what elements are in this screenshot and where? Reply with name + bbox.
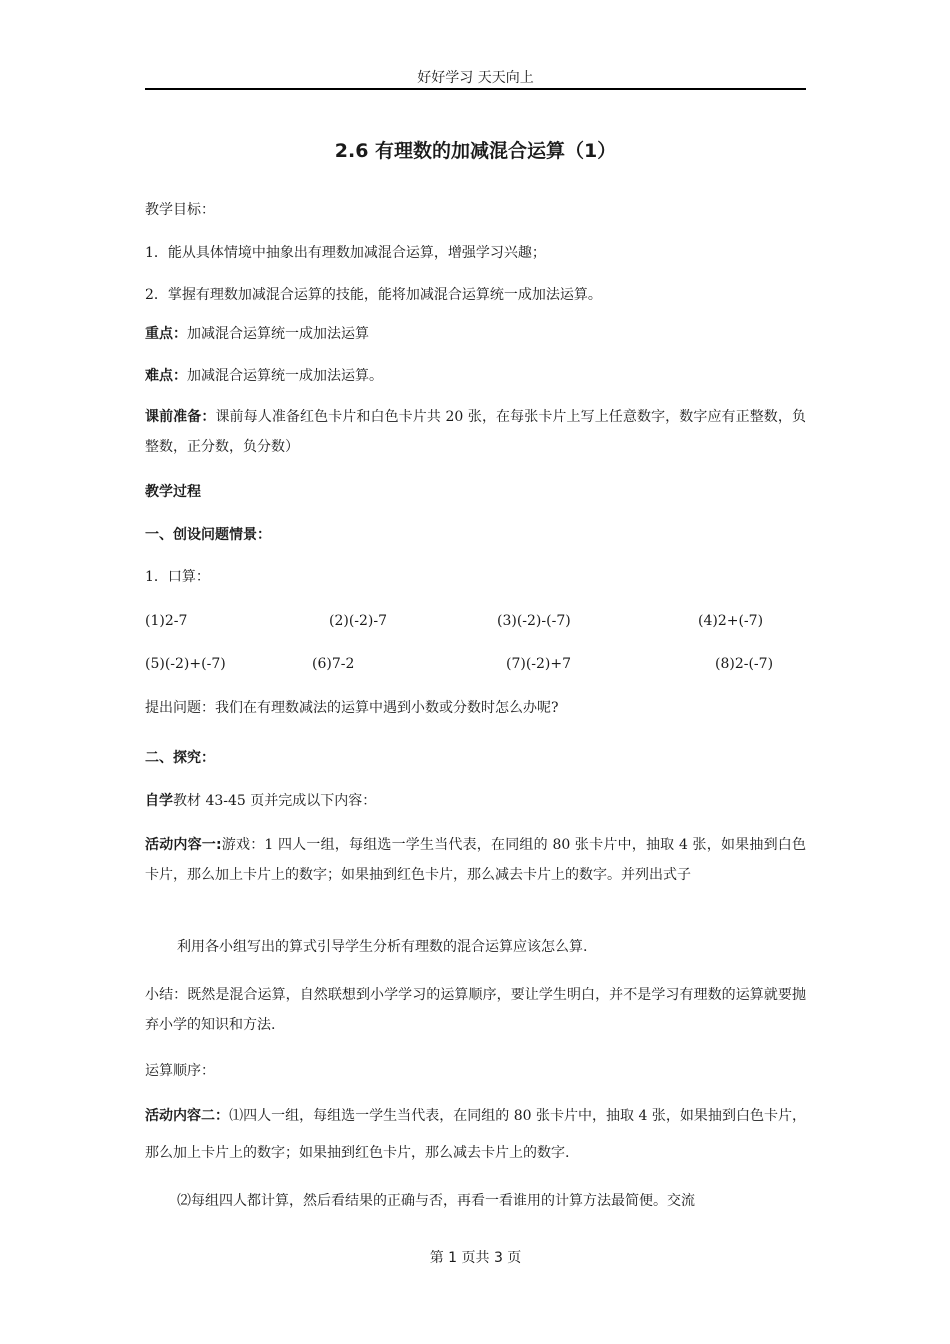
key-point (145, 324, 806, 344)
preparation-label: 课前准备： (145, 409, 216, 425)
self-study (145, 791, 806, 811)
difficulty (145, 366, 806, 386)
question: 提出问题：我们在有理数减法的运算中遇到小数或分数时怎么办呢? (145, 700, 559, 716)
activity1-text: 游戏：1 四人一组，每组选一学生当代表，在同组的 80 张卡片中，抽取 4 张，如果抽到白色卡片，那么加上卡片上的数字；如果抽到红色卡片，那么减去卡片上的数字。并列出式子 (145, 837, 806, 883)
section1-heading: 一、创设问题情景： (145, 527, 271, 543)
key-point-label: 重点： (145, 326, 187, 342)
section2-heading: 二、探究： (145, 750, 215, 766)
summary-text: 小结：既然是混合运算，自然联想到小学学习的运算顺序，要让学生明白，并不是学习有理数的运算就要抛弃小学的知识和方法. (145, 987, 806, 1033)
process-heading: 教学过程 (145, 484, 201, 500)
difficulty-text: 加减混合运算统一成加法运算。 (187, 368, 383, 384)
activity2-continuation: ⑵每组四人都计算，然后看结果的正确与否，再看一看谁用的计算方法最简便。交流 (177, 1193, 695, 1209)
exercise-7: (7)(-2)+7 (506, 656, 572, 672)
exercise-8: (8)2-(-7) (715, 656, 774, 672)
oral-label: 1．口算： (145, 569, 210, 585)
exercise-3: (3)(-2)-(-7) (497, 613, 571, 629)
document-title: 2.6 有理数的加减混合运算（1） (334, 140, 617, 162)
exercise-2: (2)(-2)-7 (329, 613, 388, 629)
key-point-text: 加减混合运算统一成加法运算 (187, 326, 369, 342)
self-study-label: 自学 (145, 793, 173, 809)
activity1-label: 活动内容一: (145, 837, 222, 853)
objective-item-2: 2．掌握有理数加减混合运算的技能，能将加减混合运算统一成加法运算。 (145, 287, 602, 303)
activity2-text: ⑴四人一组，每组选一学生当代表，在同组的 80 张卡片中，抽取 4 张，如果抽到白色卡片，那么加上卡片上的数字；如果抽到红色卡片，那么减去卡片上的数字. (145, 1108, 806, 1161)
difficulty-label: 难点： (145, 368, 187, 384)
analysis-text: 利用各小组写出的算式引导学生分析有理数的混合运算应该怎么算. (177, 939, 588, 955)
exercise-5: (5)(-2)+(-7) (145, 656, 226, 672)
preparation-text: 课前每人准备红色卡片和白色卡片共 20 张，在每张卡片上写上任意数字，数字应有正整数，负整数，正分数，负分数） (145, 409, 806, 455)
page-header: 好好学习 天天向上 (417, 70, 534, 86)
objectives-label: 教学目标： (145, 202, 215, 218)
activity2-label: 活动内容二： (145, 1108, 230, 1124)
exercise-4: (4)2+(-7) (698, 613, 764, 629)
preparation (145, 402, 806, 462)
header-divider (145, 88, 806, 90)
self-study-text: 教材 43-45 页并完成以下内容： (173, 793, 377, 809)
activity-1 (145, 830, 806, 890)
order-label: 运算顺序： (145, 1063, 215, 1079)
exercise-6: (6)7-2 (312, 656, 355, 672)
activity-2 (145, 1098, 806, 1172)
exercise-1: (1)2-7 (145, 613, 188, 629)
objective-item-1: 1．能从具体情境中抽象出有理数加减混合运算，增强学习兴趣； (145, 245, 546, 261)
page-footer: 第 1 页共 3 页 (429, 1250, 522, 1266)
